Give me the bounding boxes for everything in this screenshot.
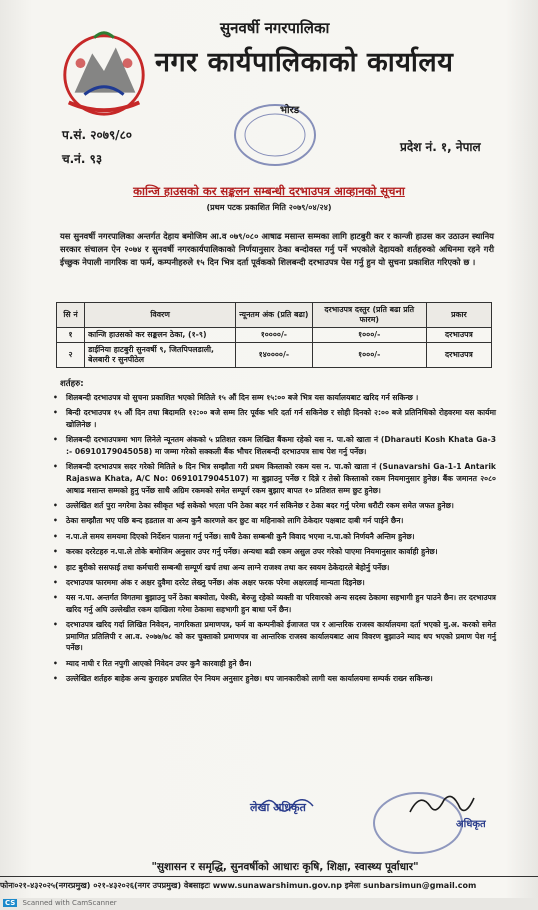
table-row xyxy=(57,328,492,343)
term-item: • शिलबन्दी दरभाउपत्र यो सुचना प्रकाशित भएको मितिले १५ औं दिन सम्म १५:०० बजे भित्र यस कार्यालयबाट खरिद गर्न सकिन्छ । xyxy=(56,392,496,404)
office-title: नगर कार्यपालिकाको कार्यालय xyxy=(155,47,454,78)
header-serial: सि नं xyxy=(57,303,85,328)
cell-description: कान्जि हाउसको कर सङ्कलन ठेका, (१-९) xyxy=(85,328,236,343)
cell-type: दरभाउपत्र xyxy=(426,328,491,343)
province-label: प्रदेश नं. १, नेपाल xyxy=(400,140,481,154)
terms-list xyxy=(56,392,496,689)
cell-serial: १ xyxy=(57,328,85,343)
dispatch-number: च.नं. ९३ xyxy=(62,152,103,166)
office-address: भोरड xyxy=(280,105,300,116)
publication-date: (प्रथम पटक प्रकाशित मिति २०७९/०४/२४) xyxy=(206,203,332,212)
term-item: • उल्लेखित शर्त पुरा नगरेमा ठेका स्वीकृत भई सकेको भएता पनि ठेका बदर गर्न सकिनेछ र ठेका बदर गर्नु परेमा धरौटी रकम समेत जफत हुनेछ। xyxy=(56,500,496,512)
cell-fee: १०००/- xyxy=(312,343,426,368)
header-description: विवरण xyxy=(85,303,236,328)
header-min-amount: न्यूनतम अंक (प्रति बढा) xyxy=(236,303,313,328)
scanner-watermark xyxy=(0,898,538,910)
camscanner-logo-icon: CS xyxy=(5,899,16,907)
term-item: • बिन्दी दरभाउपत्र १५ औं दिन तथा बिदामति १२:०० बजे सम्म तिर पूर्वक भरि दर्ता गर्न सकिनेछ र सोही दिनको २:०० बजे प्रतिनिधिको रोहवरमा यस कार्यमा खोलिनेछ । xyxy=(56,407,496,430)
footer-contact: फोनः०२१-४३२०२५(नगरप्रमुख) ०२१-४३२०२६(नगर उपप्रमुख) वेबसाइटः www.sunawarshimun.gov.np इमेलः sunbarsimun@gmail.com xyxy=(0,881,477,890)
term-item: • दरभाउपत्र खरिद गर्दा लिखित निवेदन, नागरिकता प्रमाणपत्र, फर्म वा कम्पनीको ईजाजत पत्र र आन्तरिक राजस्व कार्यालयमा दर्ता भएको मु.अ. करको समेत प्रमाणित प्रतिलिपी र आ.व. २०७७/७८ को कर चुक्ताको प्रमाणपत्र वा आन्तरिक राजस्व कार्यालयबाट आय विवरण बुझाउने म्याद थप भएको प्रमाण पेश गर्नु पर्नेछ। xyxy=(56,619,496,654)
term-item: • यस न.पा. अन्तर्गत विगतमा बुझाउनु पर्ने ठेका बक्योता, पेश्की, बेरुजु रहेको व्यक्ती वा परिवारको अन्य सदस्य ठेकामा सहभागी हुन पाउने छैन। तर दरभाउपत्र खरिद गर्नु अघि उल्लेखीत रकम दाखिला गरेमा ठेकामा सहभागी हुन बाधा पर्ने छैन। xyxy=(56,592,496,615)
office-seal-icon xyxy=(230,100,320,170)
header-type: प्रकार xyxy=(426,303,491,328)
cell-min-amount: १००००/- xyxy=(236,328,313,343)
cell-serial: २ xyxy=(57,343,85,368)
term-item: • शिलबन्दी दरभाउपत्रमा भाग लिनेले न्यूनतम अंकको ५ प्रतिशत रकम लिखित बैंकमा रहेको यस न. पा.को खाता नं (Dharauti Kosh Khata Ga-3 :- 06910179045058) मा जम्मा गरेको सक्कली बैंक भौचर शिलबन्दी दरभाउपत्र साथ पेश गर्नु पर्नेछ। xyxy=(56,434,496,457)
nepal-emblem-icon xyxy=(55,24,153,122)
signatory-left-title: लेखा अधिकृत xyxy=(250,801,306,814)
scanner-text: Scanned with CamScanner xyxy=(22,899,117,907)
signatory-right-title: अधिकृत xyxy=(456,819,486,830)
footer-divider xyxy=(0,876,538,877)
term-item: • न.पा.ले समय समयमा दिएको निर्देशन पालना गर्नु पर्नेछ। साथै ठेका सम्बन्धी कुनै विवाद भएमा न.पा.को निर्णयनै अन्तिम हुनेछ। xyxy=(56,531,496,543)
term-item: • शिलबन्दी दरभाउपत्र सदर गरेको मितिले ७ दिन भित्र सम्झौता गरी प्रथम किस्ताको रकम यस न. पा.को खाता नं (Sunavarshi Ga-1-1 Antarik Rajaswa Khata, A/C No: 06910179045107) मा बुझाउनु पर्नेछ र दिन्ने र तेस्रो किस्ताको रकम नियमानुसार हुनेछ। बैंक जमानत २०८० आषाढ मसान्त सम्मको हुनु पर्नेछ साथै अग्रिम रकमको समेत सम्पूर्ण रकम बुझाए बापत १० प्रतिशत सम्म छुट हुनेछ। xyxy=(56,461,496,496)
term-item: • हाट बुरीको ससफाई तथा कर्मचारी सम्बन्धी सम्पूर्ण खर्च तथा अन्य लाग्ने राजश्व तथा कर स्वयम ठेकेदारले बेहोर्नु पर्नेछ। xyxy=(56,562,496,574)
table-row xyxy=(57,343,492,368)
tender-items-table xyxy=(56,302,492,368)
term-item: • उल्लेखित शर्तहरु बाहेक अन्य कुराहरु प्रचलित ऐन नियम अनुसार हुनेछ। थप जानकारीको लागी यस कार्यालयमा सम्पर्क राख्न सकिन्छ। xyxy=(56,673,496,685)
term-item: • ठेका सम्झौता भए पछि बन्द हडताल वा अन्य कुनै कारणले कर छुट वा महिनाको लागि ठेकेदार पक्षबाट दाबी गर्न पाईने छैन। xyxy=(56,515,496,527)
header-fee: दरभाउपत्र दस्तुर (प्रति बढा प्रति फारम) xyxy=(312,303,426,328)
term-item: • करका दररेटहरु न.पा.ले तोके बमोजिम अनुसार उपर गर्नु पर्नेछ। अन्यथा बढी रकम असुल उपर गरेको पाएमा नियमानुसार कार्वाही हुनेछ। xyxy=(56,546,496,558)
municipality-name: सुनवर्षी नगरपालिका xyxy=(220,19,330,37)
footer-slogan: "सुशासन र समृद्धि, सुनवर्षीको आधारः कृषि, शिक्षा, स्वास्थ्य पूर्वाधार" xyxy=(151,861,419,873)
cell-type: दरभाउपत्र xyxy=(426,343,491,368)
cell-min-amount: १४००००/- xyxy=(236,343,313,368)
cell-description: डाईनिया हाटबुरी सुनवर्षी ९, जितपिपलडाली, बेलबारी र सुनपीठेल xyxy=(85,343,236,368)
notice-subject: कान्जि हाउसको कर सङ्कलन सम्बन्धी दरभाउपत्र आव्हानको सूचना xyxy=(133,184,405,198)
table-header-row xyxy=(57,303,492,328)
notice-intro: यस सुनवर्षी नगरपालिका अन्तर्गत देहाय बमोजिम आ.व ०७९/०८० आषाढ मसान्त सम्मका लागि हाटबुरी कर र कान्जी हाउस कर उठाउन स्थानिय सरकार संचालन ऐन २०७४ र सुनवर्षी नगरकार्यपालिकाको निर्णयानुसार ठेका बन्दोवस्त गर्नु पर्ने भएकोले देहायको शर्तहरुको अधिनमा रहने गरी ईच्छुक नेपाली नागरिक वा फर्म, कम्पनीहरुले १५ दिन भित्र दर्ता पूर्वकको शिलबन्दी दरभाउपत्र पेस गर्नु हुन यो सुचना प्रकाशित गरिएको छ । xyxy=(60,231,494,267)
cell-fee: १०००/- xyxy=(312,328,426,343)
term-item: • म्याद नाघी र रित नपुगी आएको निवेदन उपर कुनै कारवाही हुने छैन। xyxy=(56,658,496,670)
term-item: • दरभाउपत्र फारममा अंक र अक्षर दुवैमा दररेट लेख्नु पर्नेछ। अंक अक्षर फरक परेमा अक्षरलाई मान्यता दिइनेछ। xyxy=(56,577,496,589)
reference-number: प.सं. २०७९/८० xyxy=(62,128,133,142)
terms-heading: शर्तहरु: xyxy=(60,379,84,389)
